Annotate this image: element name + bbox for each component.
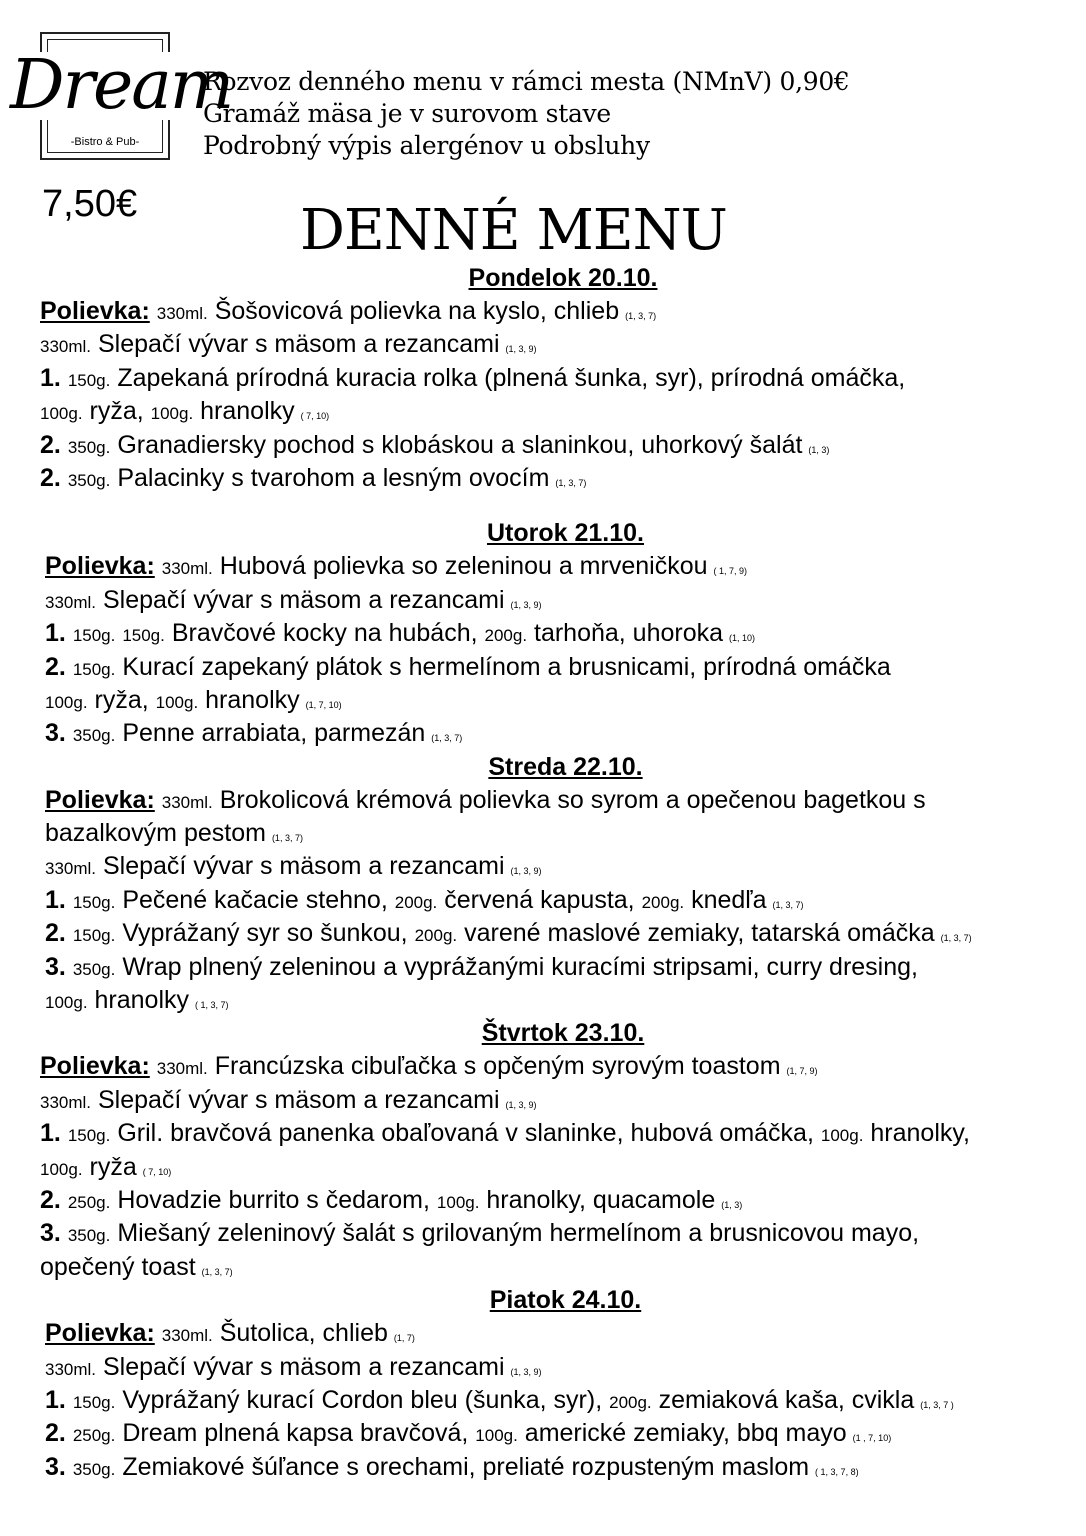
day-title: Piatok 24.10. xyxy=(489,1286,642,1315)
menu-line: Polievka: 330ml. Francúzska cibuľačka s opčeným syrovým toastom (1, 7, 9) xyxy=(40,1052,818,1081)
menu-line: 1. 150g. Zapekaná prírodná kuracia rolka (plnená šunka, syr), prírodná omáčka, xyxy=(40,363,906,392)
menu-line: 330ml. Slepačí vývar s mäsom a rezancami (1, 3, 9) xyxy=(45,1352,542,1381)
allergens: (1, 3) xyxy=(721,1199,743,1210)
menu-line: 2. 150g. Kurací zapekaný plátok s hermelínom a brusnicami, prírodná omáčka xyxy=(45,652,891,681)
allergens: ( 7, 10) xyxy=(142,1166,172,1177)
allergens: (1, 3, 9) xyxy=(510,1366,542,1377)
allergens: (1, 3, 7 ) xyxy=(920,1399,954,1410)
logo xyxy=(10,32,233,160)
day-wednesday xyxy=(45,751,1086,1018)
allergens: (1, 3, 9) xyxy=(510,599,542,610)
menu-line: Polievka: 330ml. Hubová polievka so zeleninou a mrveničkou ( 1, 7, 9) xyxy=(45,552,748,581)
allergens: (1, 7, 10) xyxy=(305,699,342,710)
allergens: ( 7, 10) xyxy=(300,411,330,422)
menu-line: 100g. ryža, 100g. hranolky (1, 7, 10) xyxy=(45,685,342,714)
menu-line: 2. 150g. Vyprážaný syr so šunkou, 200g. varené maslové zemiaky, tatarská omáčka (1, 3, 7) xyxy=(45,919,972,948)
soup-label: Polievka: xyxy=(40,297,150,325)
day-title: Streda 22.10. xyxy=(488,752,643,781)
menu-line: 2. 250g. Hovadzie burrito s čedarom, 100g. hranolky, quacamole (1, 3) xyxy=(40,1185,743,1214)
allergens: (1 , 7, 10) xyxy=(852,1433,892,1444)
menu-line: 1. 150g. Gril. bravčová panenka obaľovaná v slaninke, hubová omáčka, 100g. hranolky, xyxy=(40,1119,970,1148)
allergens: (1, 10) xyxy=(729,633,756,644)
menu-line: 2. 350g. Palacinky s tvarohom a lesným ovocím (1, 3, 7) xyxy=(40,463,587,492)
soup-label: Polievka: xyxy=(45,785,155,814)
allergens: (1, 3, 7) xyxy=(271,833,303,844)
menu-line: 330ml. Slepačí vývar s mäsom a rezancami (1, 3, 9) xyxy=(40,1085,537,1114)
menu-line: 1. 150g. Vyprážaný kurací Cordon bleu (šunka, syr), 200g. zemiaková kaša, cvikla (1, 3, 7 ) xyxy=(45,1385,954,1414)
day-tuesday xyxy=(45,517,1086,750)
day-title: Pondelok 20.10. xyxy=(468,264,658,292)
menu-content xyxy=(0,262,1086,1484)
allergens: (1, 3, 7) xyxy=(431,733,463,744)
allergens: (1, 7, 9) xyxy=(786,1066,818,1077)
info-delivery: Rozvoz denného menu v rámci mesta (NMnV) 0,90€ xyxy=(203,67,850,96)
page-title: DENNÉ MENU xyxy=(300,198,727,263)
soup-label: Polievka: xyxy=(40,1052,150,1081)
menu-line: 330ml. Slepačí vývar s mäsom a rezancami (1, 3, 9) xyxy=(40,330,537,359)
menu-line: 330ml. Slepačí vývar s mäsom a rezancami (1, 3, 9) xyxy=(45,585,542,614)
menu-line: 3. 350g. Penne arrabiata, parmezán (1, 3, 7) xyxy=(45,719,463,748)
menu-line: 100g. hranolky ( 1, 3, 7) xyxy=(45,986,229,1015)
allergens: (1, 3) xyxy=(808,444,830,455)
day-thursday xyxy=(40,1017,1086,1284)
day-monday xyxy=(40,262,1086,495)
menu-line: 3. 350g. Zemiakové šúľance s orechami, preliaté rozpusteným maslom ( 1, 3, 7, 8) xyxy=(45,1452,859,1481)
allergens: (1, 3, 7) xyxy=(201,1266,233,1277)
info-block xyxy=(203,66,850,162)
menu-line: 3. 350g. Wrap plnený zeleninou a vyprážanými kuracími stripsami, curry dresing, xyxy=(45,952,918,981)
menu-line: Polievka: 330ml. Brokolicová krémová polievka so syrom a opečenou bagetkou s xyxy=(45,785,926,814)
day-title: Štvrtok 23.10. xyxy=(481,1019,645,1048)
menu-line: 2. 250g. Dream plnená kapsa bravčová, 100g. americké zemiaky, bbq mayo (1 , 7, 10) xyxy=(45,1419,892,1448)
info-weight: Gramáž mäsa je v surovom stave xyxy=(203,99,611,128)
allergens: ( 1, 3, 7, 8) xyxy=(815,1466,859,1477)
menu-line: 100g. ryža, 100g. hranolky ( 7, 10) xyxy=(40,397,330,426)
menu-line: opečený toast (1, 3, 7) xyxy=(40,1252,233,1281)
logo-wordmark: Dream xyxy=(10,46,233,125)
allergens: (1, 3, 9) xyxy=(505,1099,537,1110)
allergens: (1, 3, 7) xyxy=(772,899,804,910)
allergens: (1, 3, 9) xyxy=(510,866,542,877)
menu-line: 1. 150g. Pečené kačacie stehno, 200g. červená kapusta, 200g. knedľa (1, 3, 7) xyxy=(45,885,804,914)
soup-label: Polievka: xyxy=(45,552,155,581)
allergens: ( 1, 3, 7) xyxy=(195,1000,229,1011)
allergens: (1, 7) xyxy=(393,1333,415,1344)
allergens: (1, 3, 9) xyxy=(505,344,537,355)
menu-line: Polievka: 330ml. Šošovicová polievka na kyslo, chlieb (1, 3, 7) xyxy=(40,297,657,325)
menu-line: 2. 350g. Granadiersky pochod s klobáskou a slaninkou, uhorkový šalát (1, 3) xyxy=(40,430,830,459)
allergens: (1, 3, 7) xyxy=(555,477,587,488)
day-title: Utorok 21.10. xyxy=(486,519,644,548)
info-allergens: Podrobný výpis alergénov u obsluhy xyxy=(203,131,650,160)
menu-line: 330ml. Slepačí vývar s mäsom a rezancami (1, 3, 9) xyxy=(45,852,542,881)
allergens: (1, 3, 7) xyxy=(625,311,657,321)
logo-subtitle: -Bistro & Pub- xyxy=(70,136,140,148)
menu-line: 1. 150g. 150g. Bravčové kocky na hubách, 200g. tarhoňa, uhoroka (1, 10) xyxy=(45,619,756,648)
allergens: ( 1, 7, 9) xyxy=(713,566,748,577)
soup-label: Polievka: xyxy=(45,1319,155,1348)
allergens: (1, 3, 7) xyxy=(940,933,972,944)
day-friday xyxy=(45,1284,1086,1484)
menu-line: 3. 350g. Miešaný zeleninový šalát s grilovaným hermelínom a brusnicovou mayo, xyxy=(40,1219,920,1248)
menu-line: 100g. ryža ( 7, 10) xyxy=(40,1152,172,1181)
menu-line: bazalkovým pestom (1, 3, 7) xyxy=(45,819,303,848)
menu-line: Polievka: 330ml. Šutolica, chlieb (1, 7) xyxy=(45,1319,415,1348)
menu-price: 7,50€ xyxy=(42,183,138,225)
